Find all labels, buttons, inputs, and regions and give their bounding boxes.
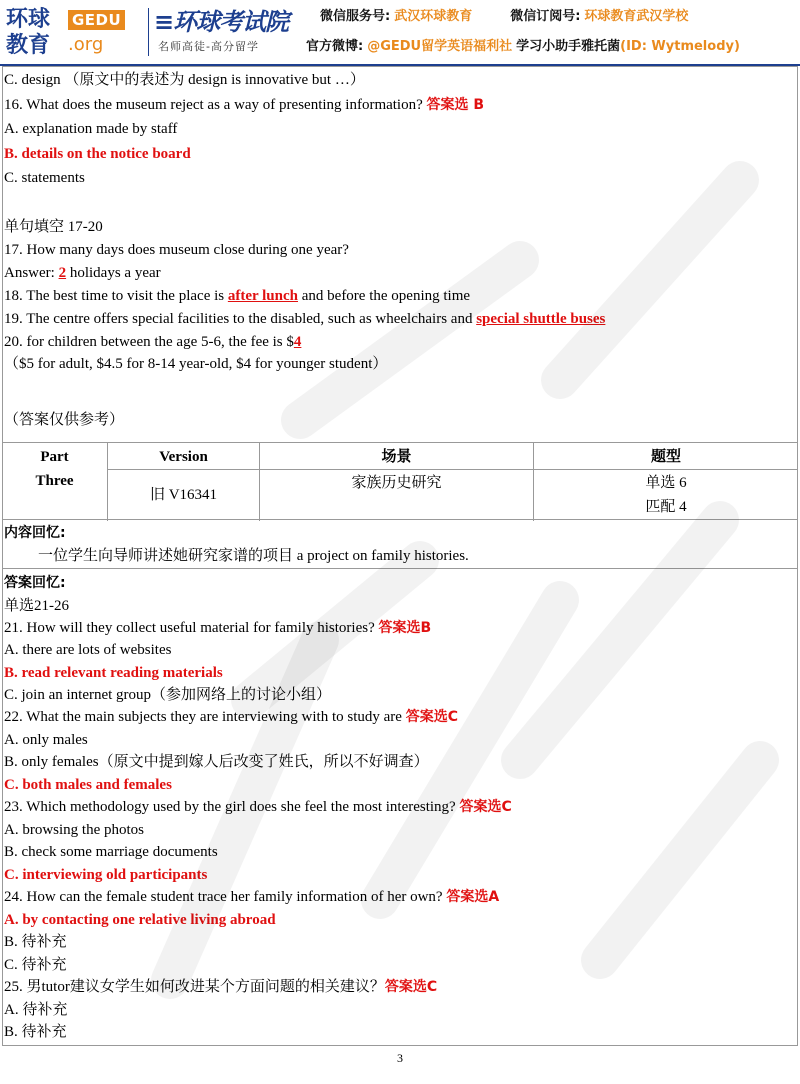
version-header: Version (159, 449, 208, 465)
question-text: 19. The centre offers special facilities to the disabled, such as wheelchairs and (4, 311, 477, 327)
question-21 (4, 618, 431, 638)
question-text: 22. What the main subjects they are interviewing with to study are (4, 709, 402, 725)
option-a: A. explanation made by staff (4, 121, 178, 137)
question-text: 16. What does the museum reject as a way of presenting information? (4, 97, 423, 113)
option-b: B. check some marriage documents (4, 844, 218, 860)
answer-suffix: holidays a year (66, 265, 161, 281)
weibo-value: @GEDU留学英语福利社 (367, 39, 513, 54)
header-contact-row-2 (306, 38, 740, 56)
fill-section-title: 单句填空 17-20 (4, 219, 103, 235)
answer-value: 4 (293, 334, 302, 350)
question-19 (4, 309, 605, 329)
logo-divider (148, 8, 149, 56)
school-slogan: 名师高徒-高分留学 (158, 40, 259, 53)
helper-value: (ID: Wytmelody) (620, 39, 740, 54)
question-text: 24. How can the female student trace her family information of her own? (4, 889, 443, 905)
helper-label: 学习小助手雅托菌 (516, 39, 621, 54)
part-value: Three (35, 473, 74, 489)
version-cell (108, 443, 260, 521)
answer-recall-title: 答案回忆: (4, 575, 66, 591)
question-type-value-2: 匹配 4 (645, 499, 687, 515)
option-a-correct: A. by contacting one relative living abroad (4, 912, 276, 928)
option-a: A. browsing the photos (4, 822, 144, 838)
school-mark: ≡环球考试院 (154, 8, 289, 36)
option-c: C. statements (4, 170, 85, 186)
part-info-table (2, 442, 798, 520)
scene-header: 场景 (381, 449, 412, 465)
answer-tag: 答案选B (378, 620, 432, 636)
logo-text-huanqiu: 环球 (6, 7, 51, 32)
logo-gedu-badge: GEDU (68, 10, 125, 30)
part-cell (2, 443, 108, 521)
question-type-header: 题型 (650, 449, 681, 465)
content-recall-title: 内容回忆: (4, 525, 66, 541)
question-20 (4, 332, 301, 352)
option-a: A. 待补充 (4, 1002, 68, 1018)
wechat-sub-value: 环球教育武汉学校 (584, 9, 689, 24)
question-22 (4, 707, 458, 727)
answer-tag: 答案选 B (426, 97, 485, 113)
question-type-cell (534, 443, 798, 521)
option-c: C. 待补充 (4, 957, 67, 973)
option-c-correct: C. both males and females (4, 777, 172, 793)
fee-note: （$5 for adult, $4.5 for 8-14 year-old, $4 for younger student） (4, 356, 388, 372)
question-18 (4, 286, 470, 306)
option-b: B. only females（原文中提到嫁人后改变了姓氏，所以不好调查） (4, 754, 429, 770)
question-25 (4, 977, 437, 997)
question-text: 25. 男tutor建议女学生如何改进某个方面问题的相关建议？ (4, 979, 385, 995)
question-text: 20. for children between the age 5-6, the fee is $ (4, 334, 294, 350)
wechat-sub-label: 微信订阅号: (510, 9, 581, 24)
content-recall-text: 一位学生向导师讲述她研究家谱的项目 a project on family histories. (38, 548, 469, 564)
question-24 (4, 887, 499, 907)
page-number: 3 (397, 1051, 403, 1065)
weibo-label: 官方微博: (306, 39, 364, 54)
gedu-logo (6, 6, 146, 58)
option-c: C. join an internet group（参加网络上的讨论小组） (4, 687, 332, 703)
section-divider (2, 568, 798, 569)
option-b-correct: B. read relevant reading materials (4, 665, 223, 681)
answer-tag: 答案选C (405, 709, 458, 725)
answer-17 (4, 263, 161, 283)
logo-org-text: .org (68, 34, 104, 55)
question-17: 17. How many days does museum close during one year? (4, 242, 349, 258)
version-value: 旧 V16341 (149, 487, 218, 503)
answer-tag: 答案选C (384, 979, 438, 995)
table-header-divider (108, 469, 798, 470)
answer-tag: 答案选C (459, 799, 512, 815)
answer-value: special shuttle buses (476, 311, 606, 327)
wechat-service-label: 微信服务号: (320, 9, 391, 24)
question-23 (4, 797, 512, 817)
option-b: B. 待补充 (4, 934, 67, 950)
exam-school-logo (154, 6, 304, 58)
option-b-correct: B. details on the notice board (4, 146, 191, 162)
reference-note: （答案仅供参考） (4, 412, 125, 428)
header-contact-row-1 (320, 8, 688, 26)
option-line: C. design （原文中的表述为 design is innovative but …） (4, 72, 365, 88)
question-text: 18. The best time to visit the place is (4, 288, 228, 304)
question-type-value-1: 单选 6 (645, 475, 687, 491)
option-b: B. 待补充 (4, 1024, 67, 1040)
part-header: Part (40, 449, 69, 465)
answer-prefix: Answer: (4, 265, 59, 281)
answer-value: after lunch (227, 288, 298, 304)
question-text: 21. How will they collect useful material for family histories? (4, 620, 375, 636)
logo-text-jiaoyu: 教育 (6, 33, 51, 58)
wechat-service-value: 武汉环球教育 (394, 9, 473, 24)
mc-section-title: 单选21-26 (4, 598, 69, 614)
option-a: A. only males (4, 732, 88, 748)
option-a: A. there are lots of websites (4, 642, 172, 658)
scene-cell (260, 443, 534, 521)
page-header (0, 0, 800, 64)
question-text-suffix: and before the opening time (298, 288, 471, 304)
question-16 (4, 95, 484, 115)
answer-tag: 答案选A (446, 889, 500, 905)
option-c-correct: C. interviewing old participants (4, 867, 208, 883)
scene-value: 家族历史研究 (351, 475, 442, 491)
question-text: 23. Which methodology used by the girl does she feel the most interesting? (4, 799, 456, 815)
answer-value: 2 (58, 265, 67, 281)
